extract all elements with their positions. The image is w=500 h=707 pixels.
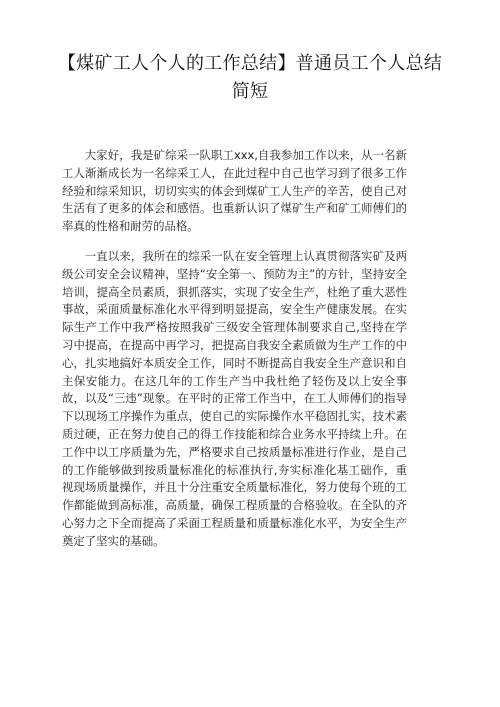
paragraph-intro: 大家好，我是矿综采一队职工xxx,自我参加工作以来，从一名新工人渐渐成长为一名综采工人，在此过程中自己也学习到了很多工作经验和综采知识，切切实实的体会到煤矿工人生产的辛苦，使自己对生活有了更多的体会和感悟。也重新认识了煤矿生产和矿工师傅们的率真的性格和耐劳的品格。 bbox=[62, 148, 407, 234]
document-title bbox=[40, 50, 460, 106]
title-line-1: 【煤矿工人个人的工作总结】普通员工个人总结 bbox=[57, 53, 443, 74]
paragraph-safety-work: 一直以来，我所在的综采一队在安全管理上认真贯彻落实矿及两级公司安全会议精神，坚持“安全第一、预防为主”的方针，坚持安全培训，提高全员素质，狠抓落实，实现了安全生产，杜绝了重大恶性事故，采面质量标准化水平得到明显提高，安全生产健康发展。在实际生产工作中我严格按照我矿三级安全管理体制要求自己,坚持在学习中提高，在提高中再学习，把提高自我安全素质做为生产工作的中心，扎实地搞好本质安全工作，同时不断提高自我安全生产意识和自主保安能力。在这几年的工作生产当中我杜绝了轻伤及以上安全事故，以及“三违”现象。在平时的正常工作当中，在工人师傅们的指导下以现场工序操作为重点，使自己的实际操作水平稳固扎实，技术素质过硬，正在努力使自己的得工作技能和综合业务水平持续上升。在工作中以工序质量为先，严格要求自己按质量标准进行作业，是自己的工作能够做到按质量标准化的标准执行,夯实标准化基工础作，重视现场质量操作，并且十分注重安全质量标准化，努力使每个班的工作都能做到高标准，高质量，确保工程质量的合格验收。在全队的齐心努力之下全而提高了采面工程质量和质量标准化水平，为安全生产奠定了坚实的基础。 bbox=[62, 249, 407, 548]
title-line-2: 简短 bbox=[231, 81, 269, 102]
